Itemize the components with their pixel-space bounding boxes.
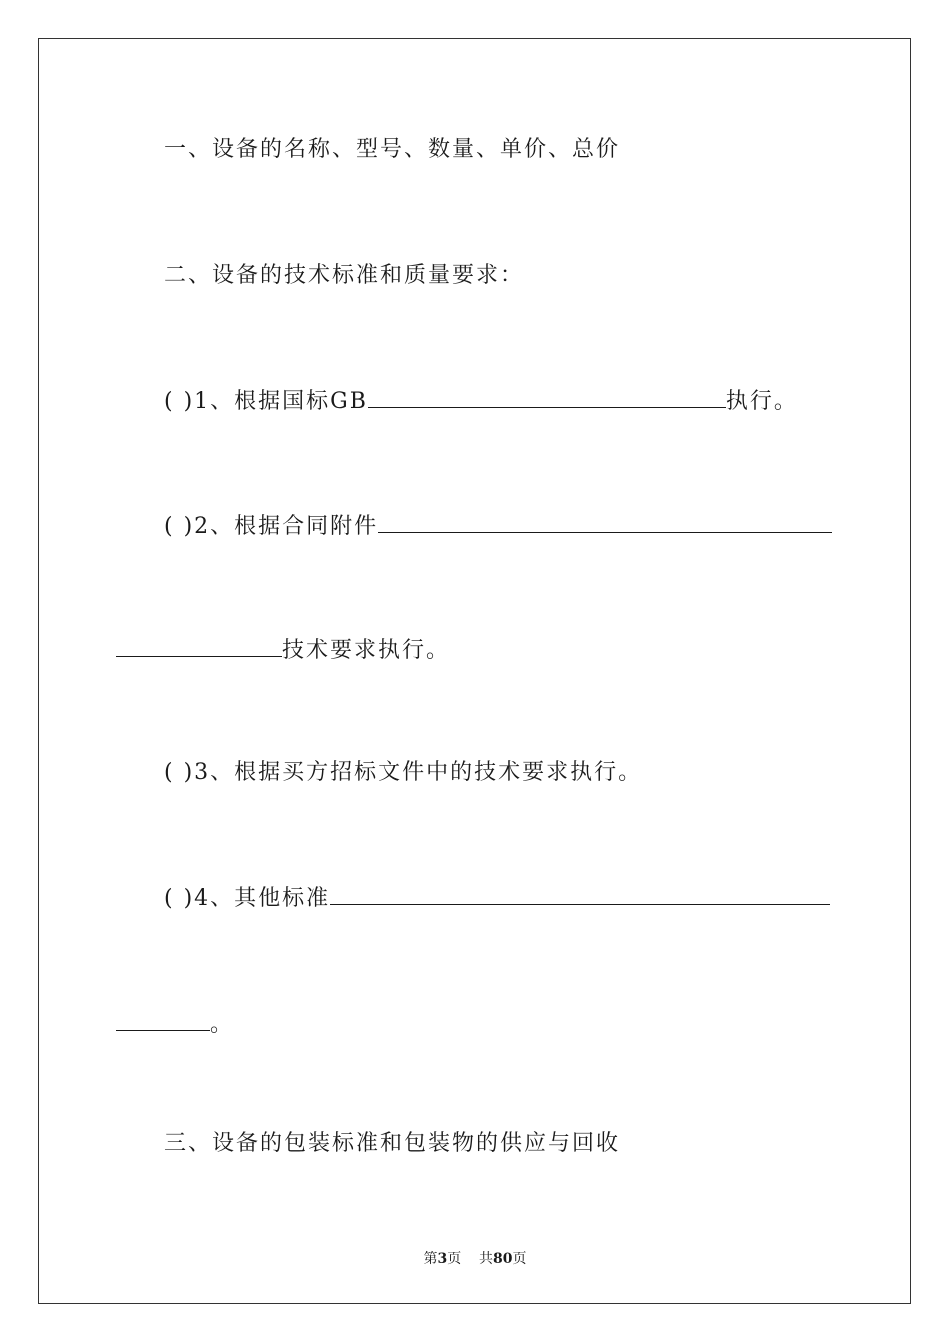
section-heading-3 xyxy=(164,1131,620,1157)
contract-annex-blank-continued xyxy=(116,636,282,657)
section-heading-1-text: 一、设备的名称、型号、数量、单价、总价 xyxy=(164,137,621,162)
clause-3-text: ( )3、根据买方招标文件中的技术要求执行。 xyxy=(164,760,643,785)
section-heading-2 xyxy=(164,263,524,289)
footer-total-suffix: 页 xyxy=(512,1251,527,1267)
clause-2-text: ( )2、根据合同附件 xyxy=(164,514,379,539)
other-standard-blank-continued xyxy=(116,1010,210,1031)
contract-annex-blank xyxy=(378,512,832,533)
clause-1-suffix: 执行。 xyxy=(725,389,798,414)
clause-2-continued xyxy=(116,636,450,664)
section-heading-2-text: 二、设备的技术标准和质量要求： xyxy=(164,263,525,288)
footer-total-number: 80 xyxy=(493,1251,513,1267)
clause-4-continued xyxy=(116,1010,234,1038)
footer-page-prefix: 第 xyxy=(423,1251,438,1267)
footer-page-number: 3 xyxy=(437,1251,448,1267)
clause-4-suffix: 。 xyxy=(210,1012,235,1037)
section-heading-3-text: 三、设备的包装标准和包装物的供应与回收 xyxy=(164,1131,621,1156)
footer-page-suffix: 页 xyxy=(447,1251,462,1267)
footer-total-prefix: 共 xyxy=(479,1251,494,1267)
other-standard-blank xyxy=(330,884,830,905)
section-heading-1 xyxy=(164,137,620,163)
page-footer xyxy=(0,1248,950,1268)
clause-3 xyxy=(164,760,642,786)
clause-4-text: ( )4、其他标准 xyxy=(164,886,331,911)
gb-standard-blank xyxy=(368,387,726,408)
clause-1-text: ( )1、根据国标GB xyxy=(164,389,368,414)
clause-2 xyxy=(164,512,832,540)
page-border xyxy=(38,38,911,1304)
clause-2-suffix: 技术要求执行。 xyxy=(282,638,451,663)
clause-1 xyxy=(164,387,798,415)
clause-4 xyxy=(164,884,830,912)
